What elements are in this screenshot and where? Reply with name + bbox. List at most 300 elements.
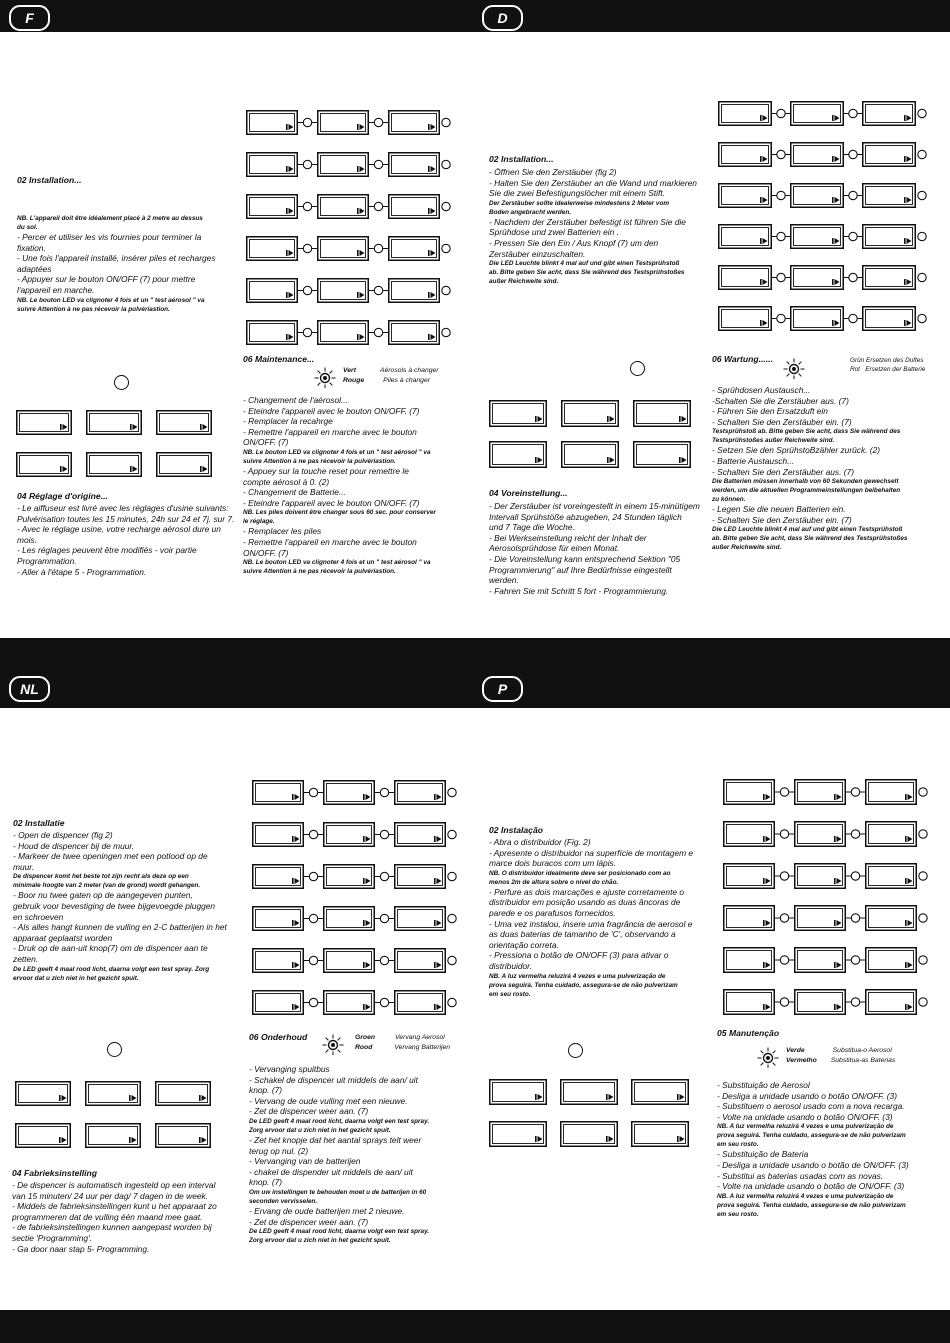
p-installation-text bbox=[489, 837, 693, 999]
lcd-display-box bbox=[719, 307, 772, 331]
lcd-display-box bbox=[395, 907, 446, 931]
p-led-labels bbox=[786, 1046, 895, 1066]
d-maint-lines-line: - Legen Sie die neuen Batterien ein. bbox=[712, 504, 846, 515]
connector-circle bbox=[380, 872, 388, 880]
lcd-display-box bbox=[324, 865, 375, 889]
connector-circle bbox=[374, 244, 382, 252]
p-install-lines-line: distribuidor. bbox=[489, 960, 532, 971]
d-led-indicator-icon bbox=[782, 357, 806, 384]
d-factory-lines-line: Aerosolsprühdose für einen Monat. bbox=[489, 543, 620, 554]
footer-band-bottom bbox=[0, 1310, 950, 1343]
nl-install-lines-line: ervoor dat u zich niet in het gezicht spuit. bbox=[13, 974, 139, 982]
nl-maint-lines-line: terug op nul. (2) bbox=[249, 1145, 309, 1156]
lcd-display-box bbox=[389, 321, 440, 345]
d-install-lines-line: Boden angebracht werden. bbox=[489, 208, 572, 216]
lcd-display-box bbox=[719, 266, 772, 290]
connector-circle bbox=[849, 273, 857, 281]
header-band-middle bbox=[0, 638, 950, 708]
nl-maint-lines-line: seconden vervisselen. bbox=[249, 1197, 318, 1205]
connector-circle bbox=[448, 998, 456, 1006]
nl-led-meaning-1: Vervang Aerosol bbox=[395, 1034, 445, 1041]
p-maint-lines-line: - Volte na unidade usando o botão de ON/OFF. (3) bbox=[717, 1181, 905, 1192]
lcd-display-box bbox=[324, 823, 375, 847]
nl-maint-lines-line: Om uw instellingen te behouden moet u de batterijen in 60 bbox=[249, 1188, 427, 1196]
connector-circle bbox=[303, 118, 311, 126]
lcd-display-box bbox=[866, 906, 917, 931]
f-display-grid-large bbox=[246, 110, 452, 345]
f-maint-lines-line: - Changement de l'aérosol... bbox=[243, 395, 348, 405]
nl-factory-text bbox=[12, 1180, 217, 1254]
p-install-lines-line: distribuidor em posição usando as duas âncoras de bbox=[489, 897, 681, 908]
lcd-display-box bbox=[395, 865, 446, 889]
f-maint-lines-line: - Remettre l'appareil en marche avec le bouton bbox=[243, 426, 417, 437]
nl-install-lines-line: en schroeven bbox=[13, 911, 64, 922]
p-maint-lines-line: - Substituição de Bateria bbox=[717, 1149, 809, 1160]
p-install-lines-line: orientação correta. bbox=[489, 939, 559, 950]
lcd-display-box bbox=[866, 948, 917, 973]
lcd-display-box bbox=[389, 279, 440, 303]
connector-circle bbox=[309, 998, 317, 1006]
connector-circle bbox=[380, 830, 388, 838]
lcd-display-box bbox=[318, 279, 369, 303]
display-grid-svg bbox=[489, 1079, 701, 1147]
connector-circle bbox=[918, 314, 926, 322]
connector-circle bbox=[780, 788, 788, 796]
nl-maint-lines-line: - Zet de dispencer weer aan. (7) bbox=[249, 1106, 369, 1117]
p-maint-lines-line: - Substitui as baterias usadas com as novas. bbox=[717, 1170, 884, 1181]
lcd-display-box bbox=[16, 1082, 71, 1106]
connector-circle bbox=[851, 788, 859, 796]
connector-circle bbox=[777, 314, 785, 322]
nl-factory-lines-line: van 15 minuten/ 24 uur per dag/ 7 dagen in de week. bbox=[12, 1190, 209, 1201]
f-maint-lines-line: - Remplacer la recahrge bbox=[243, 416, 333, 427]
lcd-display-box bbox=[253, 781, 304, 805]
connector-circle bbox=[442, 202, 450, 210]
f-maintenance-text bbox=[243, 395, 436, 576]
nl-install-lines-line: - Markeer de twee openingen met een potlood op de bbox=[13, 851, 208, 862]
nl-factory-title: 04 Fabrieksinstelling bbox=[12, 1168, 98, 1178]
connector-circle bbox=[918, 232, 926, 240]
p-maint-lines-line: em seu rosto. bbox=[717, 1210, 759, 1218]
connector-circle bbox=[777, 232, 785, 240]
led-icon-svg bbox=[313, 366, 337, 388]
nl-installation-title: 02 Installatie bbox=[13, 818, 65, 828]
p-led-color-2: Vermelho bbox=[786, 1057, 817, 1064]
p-maint-lines-line: NB. A luz vermelha reluzirá 4 vezes e uma pulverização de bbox=[717, 1192, 894, 1200]
lcd-display-box bbox=[247, 111, 298, 135]
nl-display-grid-large bbox=[252, 780, 458, 1015]
connector-circle bbox=[780, 830, 788, 838]
d-install-lines-line: außer Reichweite sind. bbox=[489, 278, 559, 286]
lcd-display-box bbox=[866, 822, 917, 847]
lcd-display-box bbox=[795, 906, 846, 931]
f-led-color-1: Vert bbox=[343, 367, 356, 374]
p-maint-lines-line: - Desliga a unidade usando o botão de ON/OFF. (3) bbox=[717, 1159, 909, 1170]
language-badge-f: F bbox=[9, 5, 50, 31]
nl-maintenance-text bbox=[249, 1064, 429, 1245]
d-factory-lines-line: - Fahren Sie mit Schritt 5 fort - Programmierung. bbox=[489, 585, 669, 596]
nl-install-lines-line: De LED geeft 4 maal rood licht, daarna volgt een test spray. Zorg bbox=[13, 965, 210, 973]
p-install-lines-line: NB. O distribuidor idealmente deve ser posicionado com ao bbox=[489, 869, 671, 877]
d-factory-text bbox=[489, 501, 700, 596]
nl-factory-lines-line: sectie 'Programming'. bbox=[12, 1232, 92, 1243]
lcd-display-box bbox=[247, 153, 298, 177]
connector-circle bbox=[849, 109, 857, 117]
connector-circle bbox=[374, 202, 382, 210]
lcd-display-box bbox=[17, 411, 72, 435]
lcd-display-box bbox=[318, 111, 369, 135]
connector-circle bbox=[374, 328, 382, 336]
connector-circle bbox=[309, 830, 317, 838]
connector-circle bbox=[448, 830, 456, 838]
connector-circle bbox=[780, 998, 788, 1006]
lcd-display-box bbox=[247, 321, 298, 345]
lcd-display-box bbox=[632, 1122, 689, 1147]
d-install-lines-line: Sie die zwei Befestigungslöcher mit einem Stift. bbox=[489, 188, 665, 199]
lcd-display-box bbox=[863, 266, 916, 290]
nl-maint-lines-line: knop. (7) bbox=[249, 1177, 283, 1188]
d-maint-lines-line: - Schalten Sie den Zerstäuber aus. (7) bbox=[712, 466, 854, 477]
lcd-display-box bbox=[791, 266, 844, 290]
lcd-display-box bbox=[86, 1082, 141, 1106]
connector-circle bbox=[303, 160, 311, 168]
connector-circle bbox=[851, 956, 859, 964]
lcd-display-box bbox=[863, 184, 916, 208]
lcd-display-box bbox=[318, 195, 369, 219]
f-install-lines-line: l'appareil en marche. bbox=[17, 284, 95, 295]
lcd-display-box bbox=[490, 401, 547, 427]
p-display-grid-small bbox=[489, 1079, 701, 1147]
display-grid-svg bbox=[246, 110, 452, 345]
f-led-indicator-icon bbox=[313, 366, 337, 393]
lcd-display-box bbox=[87, 411, 142, 435]
connector-circle bbox=[851, 998, 859, 1006]
d-install-lines-line: Die LED Leuchte blinkt 4 mal auf und gibt einen Testsprühstoß bbox=[489, 260, 680, 268]
connector-circle bbox=[780, 872, 788, 880]
p-install-lines-line: menos 2m de altura sobre o nível do chão. bbox=[489, 878, 619, 886]
nl-factory-lines-line: - Ga door naar stap 5- Programming. bbox=[12, 1243, 150, 1254]
nl-figure-circle bbox=[107, 1042, 122, 1057]
connector-circle bbox=[309, 914, 317, 922]
lcd-display-box bbox=[253, 991, 304, 1015]
connector-circle bbox=[919, 788, 927, 796]
lcd-display-box bbox=[395, 949, 446, 973]
f-led-meaning-2: Piles à changer bbox=[383, 377, 431, 384]
f-figure-circle bbox=[114, 375, 129, 390]
d-maint-lines-line: ab. Bitte geben Sie acht, dass Sie während des Testsprühstoßes bbox=[712, 535, 908, 543]
p-install-lines-line: parede e os parafusos fornecidos. bbox=[489, 907, 616, 918]
d-maint-lines-line: - Schalten Sie den Zerstäuber ein. (7) bbox=[712, 514, 852, 525]
connector-circle bbox=[777, 191, 785, 199]
p-maintenance-title: 05 Manutenção bbox=[717, 1028, 780, 1038]
d-maintenance-title: 06 Wartung...... bbox=[712, 354, 773, 364]
lcd-display-box bbox=[863, 102, 916, 126]
lcd-display-box bbox=[791, 102, 844, 126]
lcd-display-box bbox=[395, 991, 446, 1015]
nl-maint-lines-line: - Schakel de dispencer uit middels de aan/ uit bbox=[249, 1074, 418, 1085]
lcd-display-box bbox=[795, 822, 846, 847]
nl-factory-lines-line: - de fabrieksinstellingen kunnen aangepast worden bij bbox=[12, 1222, 212, 1233]
f-maint-lines-line: - Appuey sur la touche reset pour remettre le bbox=[243, 465, 409, 476]
d-maint-lines-line: werden, um die aktuellen Programmeinstellungen beibehalten bbox=[712, 487, 901, 495]
lcd-display-box bbox=[247, 195, 298, 219]
lcd-display-box bbox=[719, 225, 772, 249]
lcd-display-box bbox=[395, 823, 446, 847]
connector-circle bbox=[303, 286, 311, 294]
f-maintenance-title: 06 Maintenance... bbox=[243, 354, 315, 364]
connector-circle bbox=[374, 286, 382, 294]
f-factory-text bbox=[17, 503, 234, 577]
nl-maint-lines-line: - Vervanging van de batterijen bbox=[249, 1156, 361, 1167]
d-install-lines-line: - Nachdem der Zerstäuber befestigt ist führen Sie die bbox=[489, 216, 686, 227]
lcd-display-box bbox=[719, 102, 772, 126]
d-factory-lines-line: - Bei Werkseinstellung reicht der Inhalt der bbox=[489, 532, 647, 543]
connector-circle bbox=[448, 788, 456, 796]
f-maint-lines-line: NB. Le bouton LED va clignoter 4 fois et un " test aérosol " va bbox=[243, 448, 431, 456]
connector-circle bbox=[919, 830, 927, 838]
lcd-display-box bbox=[791, 184, 844, 208]
connector-circle bbox=[380, 998, 388, 1006]
f-installation-text bbox=[17, 214, 216, 314]
nl-maint-lines-line: - Zet de dispencer weer aan. (7) bbox=[249, 1216, 369, 1227]
nl-install-lines-line: zetten. bbox=[13, 953, 39, 964]
lcd-display-box bbox=[318, 237, 369, 261]
d-display-grid-small bbox=[489, 400, 703, 468]
lcd-display-box bbox=[324, 781, 375, 805]
d-led-color-1: Grün bbox=[850, 357, 865, 364]
lcd-display-box bbox=[632, 1080, 689, 1105]
lcd-display-box bbox=[791, 143, 844, 167]
connector-circle bbox=[777, 150, 785, 158]
d-maint-lines-line: - Setzen Sie den SprühstoBzähler zurück. (2) bbox=[712, 445, 881, 456]
connector-circle bbox=[918, 273, 926, 281]
lcd-display-box bbox=[719, 143, 772, 167]
nl-install-lines-line: apparaat geplaatst worden bbox=[13, 932, 113, 943]
connector-circle bbox=[780, 914, 788, 922]
lcd-display-box bbox=[157, 411, 212, 435]
connector-circle bbox=[448, 956, 456, 964]
lcd-display-box bbox=[791, 225, 844, 249]
d-maint-lines-line: Testsprühstoß ab. Bitte geben Sie acht, dass Sie während des bbox=[712, 428, 901, 436]
p-maint-lines-line: - Substituem o aerosol usado com a nova recarga. bbox=[717, 1101, 905, 1112]
f-maint-lines-line: - Eteindre l'appareil avec le bouton ON/OFF. (7) bbox=[243, 405, 420, 416]
nl-maintenance-title: 06 Onderhoud bbox=[249, 1032, 308, 1042]
display-grid-svg bbox=[16, 410, 224, 477]
f-factory-lines-line: - Les réglages peuvent être modifiés - voir partie bbox=[17, 545, 197, 556]
lcd-display-box bbox=[17, 453, 72, 477]
f-maint-lines-line: suivre Attention à ne pas récevoir la pulvériastion. bbox=[243, 568, 396, 576]
nl-install-lines-line: - Open de dispencer (fig 2) bbox=[13, 830, 113, 840]
nl-installation-text bbox=[13, 830, 227, 983]
lcd-display-box bbox=[395, 781, 446, 805]
lcd-display-box bbox=[16, 1124, 71, 1148]
f-maint-lines-line: - Eteindre l'appareil avec le bouton ON/OFF. (7) bbox=[243, 497, 420, 508]
lcd-display-box bbox=[318, 321, 369, 345]
p-maint-lines-line: prova seguirá. Tenha cuidado, assegura-se de não pulverizam bbox=[717, 1132, 906, 1140]
connector-circle bbox=[849, 232, 857, 240]
lcd-display-box bbox=[724, 864, 775, 889]
language-badge-nl: NL bbox=[9, 676, 50, 702]
p-install-lines-line: marce dois buracos com um lápis. bbox=[489, 858, 617, 869]
d-maint-lines-line: außer Reichweite sind. bbox=[712, 544, 782, 552]
lcd-display-box bbox=[247, 237, 298, 261]
lcd-display-box bbox=[157, 453, 212, 477]
connector-circle bbox=[919, 956, 927, 964]
connector-circle bbox=[309, 788, 317, 796]
nl-install-lines-line: - Als alles hangt kunnen de vulling en 2-C batterijen in het bbox=[13, 922, 227, 933]
connector-circle bbox=[380, 914, 388, 922]
d-factory-lines-line: Programmierung" auf Ihre Bedürfnisse eingestellt bbox=[489, 564, 672, 575]
nl-install-lines-line: - Druk op de aan-uit knop(7) om de dispencer aan te bbox=[13, 943, 208, 954]
lcd-display-box bbox=[324, 907, 375, 931]
lcd-display-box bbox=[247, 279, 298, 303]
d-display-grid-large bbox=[718, 101, 928, 331]
d-install-lines-line: - Öffnen Sie den Zerstäuber (fig 2) bbox=[489, 167, 617, 177]
p-figure-circle bbox=[568, 1043, 583, 1058]
d-maint-lines-line: - Batterie Austausch... bbox=[712, 455, 795, 466]
d-maint-lines-line: - Schalten Sie den Zerstäuber ein. (7) bbox=[712, 416, 852, 427]
f-maint-lines-line: le réglage. bbox=[243, 518, 275, 526]
lcd-display-box bbox=[253, 907, 304, 931]
lcd-display-box bbox=[389, 153, 440, 177]
connector-circle bbox=[851, 830, 859, 838]
lcd-display-box bbox=[389, 111, 440, 135]
d-maint-lines-line: Die LED Leuchte blinkt 4 mal auf und gibt einen Testsprühstoß bbox=[712, 526, 903, 534]
led-icon-svg bbox=[756, 1046, 780, 1068]
f-factory-lines-line: - Le aiffuseur est livré avec les réglages d'usine suivants: bbox=[17, 503, 229, 513]
d-maint-lines-line: - Sprühdosen Austausch... bbox=[712, 385, 811, 395]
connector-circle bbox=[442, 286, 450, 294]
lcd-display-box bbox=[634, 442, 691, 468]
d-install-lines-line: Sprühdose und zwei Batterien ein . bbox=[489, 227, 619, 238]
lcd-display-box bbox=[724, 948, 775, 973]
d-installation-text bbox=[489, 167, 697, 286]
p-install-lines-line: - Abra o distribuidor (Fig. 2) bbox=[489, 837, 591, 847]
nl-maint-lines-line: Zorg ervoor dat u zich niet in het gezicht spuit. bbox=[249, 1237, 391, 1245]
led-icon-svg bbox=[782, 357, 806, 379]
lcd-display-box bbox=[795, 864, 846, 889]
f-install-lines-line: adaptées bbox=[17, 263, 52, 274]
nl-led-labels bbox=[355, 1033, 450, 1053]
lcd-display-box bbox=[724, 906, 775, 931]
language-badge-p: P bbox=[482, 676, 523, 702]
connector-circle bbox=[849, 314, 857, 322]
nl-led-color-1: Groen bbox=[355, 1034, 376, 1041]
d-led-meaning-2: Ersetzen der Batterie bbox=[865, 365, 926, 373]
p-install-lines-line: - Perfure as dois marcações e ajuste corretamente o bbox=[489, 886, 685, 897]
connector-circle bbox=[303, 328, 311, 336]
f-installation-title: 02 Installation... bbox=[17, 175, 82, 185]
lcd-display-box bbox=[866, 990, 917, 1015]
nl-install-lines-line: gebruik voor bevestiging de twee bijgevoegde pluggen bbox=[13, 900, 216, 911]
p-maint-lines-line: NB. A luz vermelha reluzirá 4 vezes e uma pulverização de bbox=[717, 1123, 894, 1131]
connector-circle bbox=[919, 914, 927, 922]
f-factory-lines-line: Pulvérisation toutes les 15 minutes, 24h sur 24 et 7j. sur 7. bbox=[17, 513, 235, 524]
lcd-display-box bbox=[389, 195, 440, 219]
header-band-top bbox=[0, 0, 950, 32]
nl-install-lines-line: minimale hoogte van 2 meter (van de grond) wordt gehangen. bbox=[13, 882, 201, 890]
nl-maint-lines-line: - chakel de dispender uit middels de aan/ uit bbox=[249, 1166, 413, 1177]
d-maint-lines-line: Testsprühstoßes außer Reichweite sind. bbox=[712, 437, 835, 445]
d-maint-lines-line: - Führen Sie den Ersatzduft ein bbox=[712, 406, 828, 417]
p-maintenance-text bbox=[717, 1080, 909, 1219]
d-factory-lines-line: - Der Zerstäuber ist voreingestellt in einem 15-minütigem bbox=[489, 501, 700, 511]
display-grid-svg bbox=[15, 1081, 223, 1148]
p-maint-lines-line: em seu rosto. bbox=[717, 1141, 759, 1149]
connector-circle bbox=[380, 956, 388, 964]
lcd-display-box bbox=[490, 442, 547, 468]
connector-circle bbox=[309, 956, 317, 964]
nl-maint-lines-line: knop. (7) bbox=[249, 1085, 283, 1096]
f-install-lines-line: suivre Attention à ne pas récevoir la pulvériastion. bbox=[17, 305, 170, 313]
f-factory-lines-line: - Aller à l'étape 5 - Programmation. bbox=[17, 566, 147, 577]
connector-circle bbox=[780, 956, 788, 964]
nl-maint-lines-line: De LED geeft 4 maal rood licht, daarna volgt een test spray. bbox=[249, 1228, 430, 1236]
nl-install-lines-line: muur. bbox=[13, 861, 35, 872]
lcd-display-box bbox=[791, 307, 844, 331]
f-maint-lines-line: NB. Les piles doivent être changer sous 60 sec. pour conserver bbox=[243, 509, 436, 517]
d-factory-title: 04 Voreinstellung... bbox=[489, 488, 568, 498]
f-maint-lines-line: - Changement de Batterie... bbox=[243, 487, 346, 498]
connector-circle bbox=[849, 191, 857, 199]
d-maint-lines-line: -Schalten Sie die Zerstäuber aus. (7) bbox=[712, 395, 849, 406]
connector-circle bbox=[448, 914, 456, 922]
d-led-labels bbox=[850, 357, 925, 374]
nl-maint-lines-line: - Ervang de oude batterijen met 2 nieuwe. bbox=[249, 1205, 405, 1216]
lcd-display-box bbox=[561, 1122, 618, 1147]
lcd-display-box bbox=[795, 990, 846, 1015]
d-figure-circle bbox=[630, 361, 645, 376]
d-factory-lines-line: Intervall Sprühstöße abzugeben, 24 Stunden täglich bbox=[489, 511, 682, 522]
f-install-lines-line: - Une fois l'appareil installé, insérer piles et recharges bbox=[17, 253, 216, 264]
d-led-meaning-1: Ersetzen des Duftes bbox=[866, 357, 924, 364]
p-install-lines-line: NB. A luz vermelha reluzirá 4 vezes e uma pulverização de bbox=[489, 972, 666, 980]
f-install-lines-line: NB. Le bouton LED va clignoter 4 fois et un " test aérosol " va bbox=[17, 296, 205, 304]
d-install-lines-line: - Pressen Sie den Ein / Aus Knopf (7) um den bbox=[489, 237, 659, 248]
f-install-lines-line: fixation. bbox=[17, 242, 46, 253]
lcd-display-box bbox=[253, 949, 304, 973]
nl-maint-lines-line: - Vervanging spuitbus bbox=[249, 1064, 330, 1074]
nl-led-color-2: Rood bbox=[355, 1044, 373, 1051]
lcd-display-box bbox=[562, 442, 619, 468]
d-factory-lines-line: - Die Voreinstellung kann entsprechend Sektion "05 bbox=[489, 553, 681, 564]
lcd-display-box bbox=[724, 822, 775, 847]
p-install-lines-line: prova seguirá. Tenha cuidado, assegura-se de não pulverizam bbox=[489, 981, 678, 989]
lcd-display-box bbox=[561, 1080, 618, 1105]
lcd-display-box bbox=[253, 865, 304, 889]
display-grid-svg bbox=[718, 101, 928, 331]
lcd-display-box bbox=[866, 780, 917, 805]
connector-circle bbox=[919, 998, 927, 1006]
lcd-display-box bbox=[795, 780, 846, 805]
f-maint-lines-line: compte aérosol à 0. (2) bbox=[243, 476, 330, 487]
f-install-lines-line: NB. L'appareil doit être idéalement placé à 2 metre au dessus bbox=[17, 215, 203, 222]
connector-circle bbox=[309, 872, 317, 880]
d-maint-lines-line: Die Batterien müssen innerhalb von 60 Sekunden gewechselt bbox=[712, 478, 899, 486]
p-install-lines-line: em seu rosto. bbox=[489, 990, 531, 998]
p-maint-lines-line: prova seguirá. Tenha cuidado, assegura-se de não pulverizam bbox=[717, 1201, 906, 1209]
f-maint-lines-line: ON/OFF. (7) bbox=[243, 437, 289, 448]
connector-circle bbox=[918, 191, 926, 199]
p-install-lines-line: - Uma vez instalou, insere uma fragrância de aerosol e bbox=[489, 918, 693, 929]
f-led-meaning-1: Aérosols à changer bbox=[379, 367, 439, 374]
connector-circle bbox=[851, 914, 859, 922]
lcd-display-box bbox=[863, 225, 916, 249]
f-install-lines-line: - Appuyer sur le bouton ON/OFF (7) pour mettre bbox=[17, 274, 196, 285]
lcd-display-box bbox=[324, 991, 375, 1015]
d-install-lines-line: ab. Bitte geben Sie acht, dass Sie während des Testsprühstoßes bbox=[489, 269, 685, 277]
lcd-display-box bbox=[324, 949, 375, 973]
